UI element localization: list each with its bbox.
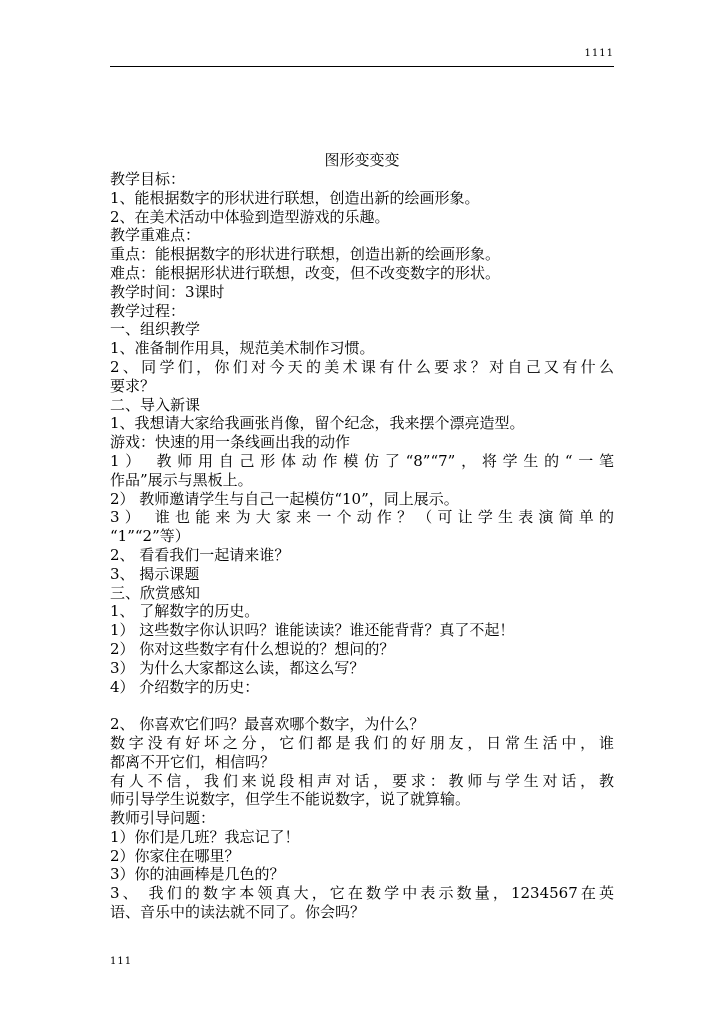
text-line: 2） 你对这些数字有什么想说的？想问的？ — [110, 639, 395, 658]
text-line: 师引导学生说数字，但学生不能说数字，说了就算输。 — [110, 790, 471, 809]
text-line: 2、同学们，你们对今天的美术课有什么要求？对自己又有什么 — [110, 357, 614, 376]
document-body — [110, 170, 614, 922]
text-line: 3、 我们的数字本领真大，它在数学中表示数量，1234567在英 — [110, 884, 614, 903]
header-page-number: 1111 — [584, 48, 614, 59]
text-line: 重点：能根据数字的形状进行联想，创造出新的绘画形象。 — [110, 245, 501, 264]
text-line: 教学目标： — [110, 170, 186, 188]
text-line: 3） 为什么大家都这么读，都这么写？ — [110, 658, 365, 677]
header-rule — [110, 66, 614, 67]
text-line: 2） 教师邀请学生与自己一起模仿“10”，同上展示。 — [110, 489, 459, 508]
text-line: 1、能根据数字的形状进行联想，创造出新的绘画形象。 — [110, 188, 480, 207]
text-line: 一、组织教学 — [110, 320, 201, 339]
text-line: 1、准备制作用具，规范美术制作习惯。 — [110, 339, 375, 358]
text-line: 要求？ — [110, 376, 156, 395]
text-line: 1、 了解数字的历史。 — [110, 602, 260, 621]
text-line: 2、 看看我们一起请来谁？ — [110, 545, 290, 564]
text-line: 游戏：快速的用一条线画出我的动作 — [110, 433, 351, 452]
text-line: 1）你们是几班？我忘记了！ — [110, 827, 300, 846]
text-line: 教学重难点： — [110, 226, 201, 245]
text-line: 3）你的油画棒是几色的？ — [110, 865, 285, 884]
text-line: 难点：能根据形状进行联想，改变，但不改变数字的形状。 — [110, 263, 501, 282]
blank-line — [110, 696, 614, 715]
text-line: 3） 谁也能来为大家来一个动作？（可让学生表演简单的 — [110, 508, 614, 527]
text-line: 有人不信，我们来说段相声对话，要求：教师与学生对话，教 — [110, 771, 614, 790]
text-line: 语、音乐中的读法就不同了。你会吗？ — [110, 903, 366, 922]
text-line: “1”“2”等） — [110, 527, 190, 546]
document-title: 图形变变变 — [324, 151, 400, 169]
text-line: 2、在美术活动中体验到造型游戏的乐趣。 — [110, 207, 390, 226]
text-line: 2）你家住在哪里？ — [110, 846, 240, 865]
text-line: 1、我想请大家给我画张肖像，留个纪念，我来摆个漂亮造型。 — [110, 414, 525, 433]
text-line: 都离不开它们，相信吗？ — [110, 752, 276, 771]
footer-page-number: 111 — [110, 956, 133, 967]
text-line: 二、导入新课 — [110, 395, 201, 414]
text-line: 作品”展示与黑板上。 — [110, 470, 253, 489]
text-line: 教师引导问题： — [110, 809, 216, 828]
text-line: 1） 这些数字你认识吗？谁能读读？谁还能背背？真了不起！ — [110, 621, 515, 640]
text-line: 三、欣赏感知 — [110, 583, 201, 602]
text-line: 3、 揭示课题 — [110, 564, 200, 583]
text-line: 1） 教师用自己形体动作模仿了“8”“7”，将学生的“一笔 — [110, 451, 614, 470]
text-line: 2、 你喜欢它们吗？最喜欢哪个数字，为什么？ — [110, 715, 425, 734]
text-line: 教学时间：3课时 — [110, 282, 225, 301]
text-line: 数字没有好坏之分，它们都是我们的好朋友，日常生活中，谁 — [110, 733, 614, 752]
text-line: 教学过程： — [110, 301, 186, 320]
text-line: 4） 介绍数字的历史： — [110, 677, 260, 696]
